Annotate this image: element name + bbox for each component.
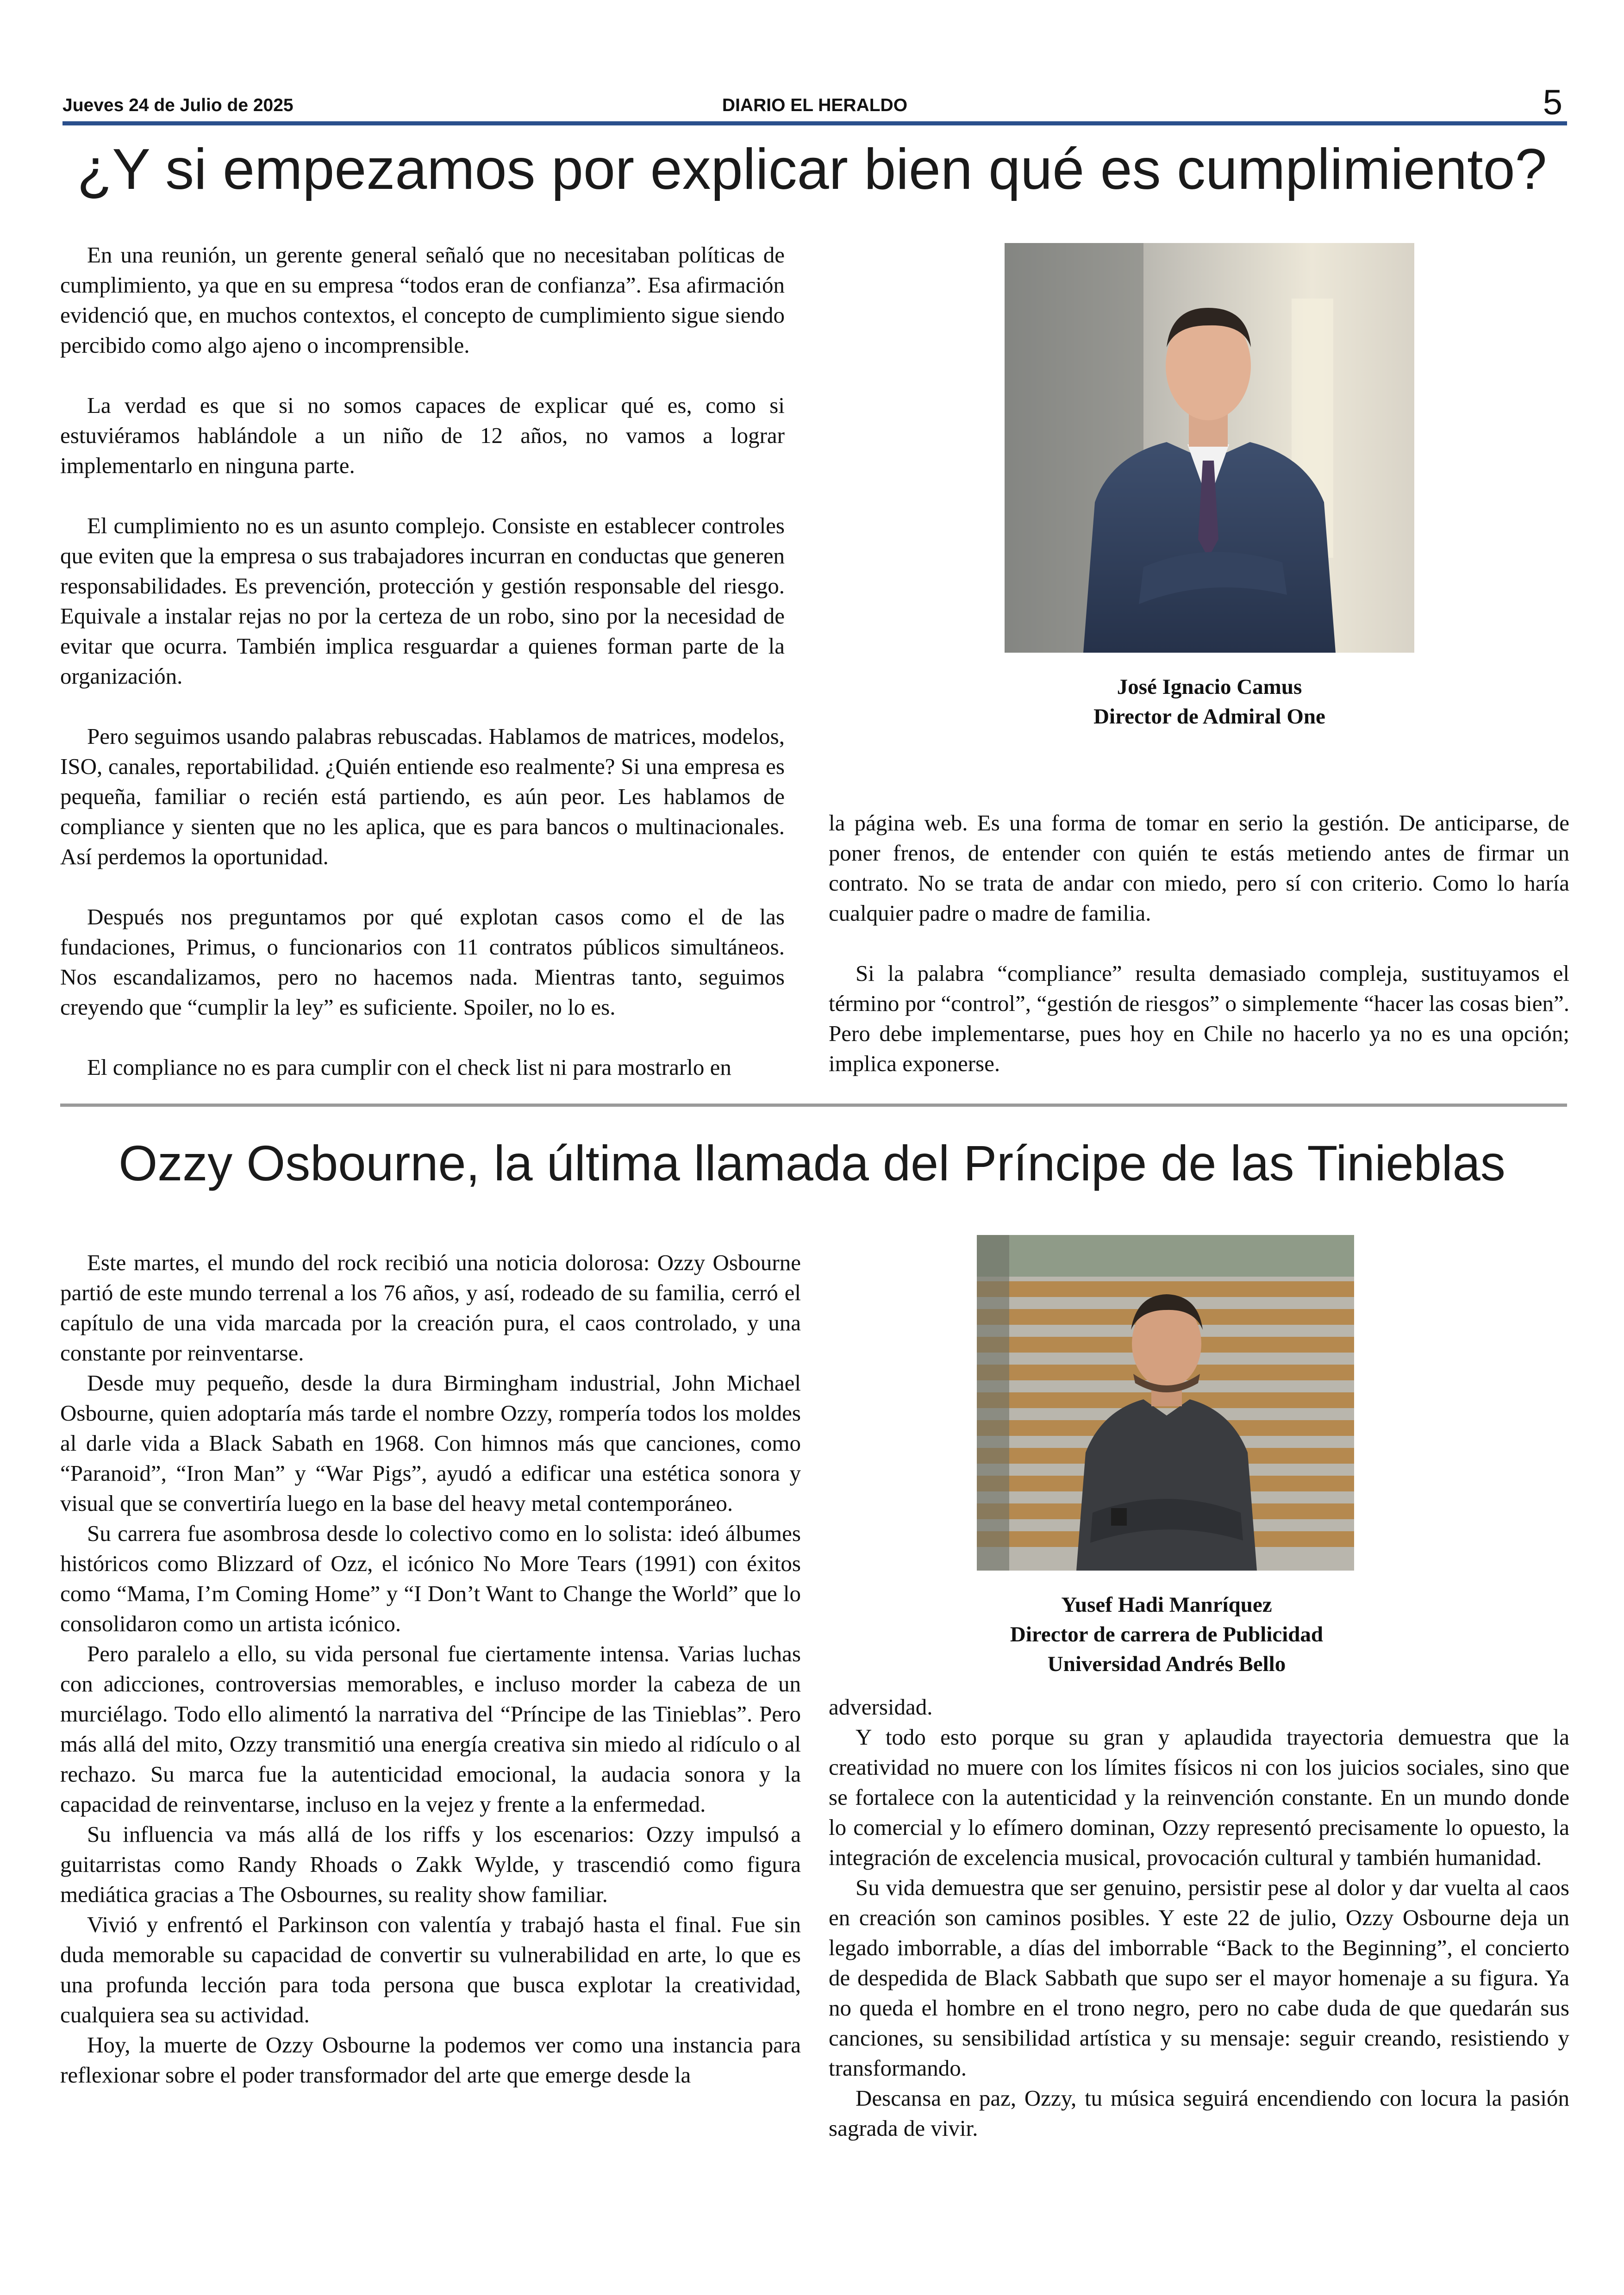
article2-paragraph: Y todo esto porque su gran y aplaudida trayectoria demuestra que la creatividad no muere con los límites físicos ni con los juicios sociales, sino que se fortalece con la autenticidad y la reinvención constante. En un mundo donde lo comercial y lo efímero dominan, Ozzy representó precisamente lo opuesto, la integración de excelencia musical, provocación cultural y también humanidad.: [829, 1724, 1569, 1870]
author-name: José Ignacio Camus: [1117, 675, 1302, 699]
article1-paragraph: Pero seguimos usando palabras rebuscadas. Hablamos de matrices, modelos, ISO, canales, reportabilidad. ¿Quién entiende eso realmente? Si una empresa es pequeña, familiar o recién está partiendo, es aún peor. Les hablamos de compliance y sienten que no les aplica, que es para bancos o multinacionales. Así perdemos la oportunidad.: [60, 723, 785, 869]
author-title: Director de carrera de Publicidad: [1010, 1622, 1324, 1646]
author-photo-hadi: [977, 1235, 1354, 1571]
article1-paragraph: Si la palabra “compliance” resulta demasiado compleja, sustituyamos el término por “control”, “gestión de riesgos” o simplemente “hacer las cosas bien”. Pero debe implementarse, pues hoy en Chile no hacerlo ya no es una opción; implica exponerse.: [829, 960, 1569, 1076]
author-name: Yusef Hadi Manríquez: [1061, 1593, 1272, 1617]
article2-paragraph: Su influencia va más allá de los riffs y los escenarios: Ozzy impulsó a guitarristas como Randy Rhoads o Zakk Wylde, y trascendió como figura mediática gracias a The Osbournes, su reality show familiar.: [60, 1821, 801, 1907]
article2-paragraph: Descansa en paz, Ozzy, tu música seguirá encendiendo con locura la pasión sagrada de vivir.: [829, 2085, 1569, 2141]
article2-author-caption: [940, 1590, 1393, 1679]
article2-right-column: [829, 1692, 1569, 2143]
author-photo-camus: [1005, 243, 1414, 653]
section-divider: [60, 1104, 1567, 1107]
article1-paragraph: la página web. Es una forma de tomar en serio la gestión. De anticiparse, de poner frenos, de entender con quién te estás metiendo antes de firmar un contrato. No se trata de andar con miedo, pero sí con criterio. Como lo haría cualquier padre o madre de familia.: [829, 810, 1569, 926]
article1-author-caption: [1005, 672, 1414, 731]
article2-paragraph: Pero paralelo a ello, su vida personal fue ciertamente intensa. Varias luchas con adicciones, controversias memorables, e incluso morder la cabeza de un murciélago. Todo ello alimentó la narrativa del “Príncipe de las Tinieblas”. Pero más allá del mito, Ozzy transmitió una energía creativa sin miedo al ridículo o al rechazo. Su marca fue la autenticidad emocional, la audacia sonora y la capacidad de reinventarse, incluso en la vejez y frente a la enfermedad.: [60, 1641, 801, 1817]
article2-paragraph: Su vida demuestra que ser genuino, persistir pese al dolor y dar vuelta al caos en creación son caminos posibles. Y este 22 de julio, Ozzy Osbourne deja un legado imborrable, a días del imborrable “Back to the Beginning”, el concierto de despedida de Black Sabbath que supo ser el mayor homenaje a su figura. Ya no queda el hombre en el trono negro, pero no cabe duda de que quedarán sus canciones, su sensibilidad artística y su mensaje: seguir creando, resistiendo y transformando.: [829, 1875, 1569, 2081]
article2-paragraph: Desde muy pequeño, desde la dura Birmingham industrial, John Michael Osbourne, quien adoptaría más tarde el nombre Ozzy, rompería todos los moldes al darle vida a Black Sabath en 1968. Con himnos más que canciones, como “Paranoid”, “Iron Man” y “War Pigs”, ayudó a edificar una estética sonora y visual que se convertiría luego en la base del heavy metal contemporáneo.: [60, 1370, 801, 1516]
article1-left-column: [60, 240, 785, 1112]
article2-paragraph: Su carrera fue asombrosa desde lo colectivo como en lo solista: ideó álbumes históricos como Blizzard of Ozz, el icónico No More Tears (1991) con éxitos como “Mama, I’m Coming Home” y “I Don’t Want to Change the World” que lo consolidaron como un artista icónico.: [60, 1521, 801, 1636]
article2-paragraph: Hoy, la muerte de Ozzy Osbourne la podemos ver como una instancia para reflexionar sobre el poder transformador del arte que emerge desde la: [60, 2032, 801, 2088]
article1-paragraph: El cumplimiento no es un asunto complejo. Consiste en establecer controles que eviten que la empresa o sus trabajadores incurran en conductas que generen responsabilidades. Es prevención, protección y gestión responsable del riesgo. Equivale a instalar rejas no por la certeza de un robo, sino por la necesidad de evitar que ocurra. También implica resguardar a quienes forman parte de la organización.: [60, 513, 785, 689]
article2-paragraph: Este martes, el mundo del rock recibió una noticia dolorosa: Ozzy Osbourne partió de este mundo terrenal a los 76 años, y así, rodeado de su familia, cerró el capítulo de una vida marcada por la creación pura, el caos controlado, y una constante por reinventarse.: [60, 1250, 801, 1366]
article1-right-column: [829, 808, 1569, 1109]
article2-paragraph: adversidad.: [829, 1694, 933, 1720]
article1-paragraph: En una reunión, un gerente general señaló que no necesitaban políticas de cumplimiento, ya que en su empresa “todos eran de confianza”. Esa afirmación evidenció que, en muchos contextos, el concepto de cumplimiento sigue siendo percibido como algo ajeno o incomprensible.: [60, 242, 785, 358]
newspaper-name: DIARIO EL HERALDO: [722, 95, 908, 115]
article2-headline: Ozzy Osbourne, la última llamada del Príncipe de las Tinieblas: [119, 1135, 1505, 1191]
article1-paragraph: La verdad es que si no somos capaces de explicar qué es, como si estuviéramos hablándole a un niño de 12 años, no vamos a lograr implementarlo en ninguna parte.: [60, 393, 785, 478]
article1-headline: ¿Y si empezamos por explicar bien qué es cumplimiento?: [77, 137, 1547, 201]
issue-date: Jueves 24 de Julio de 2025: [62, 95, 294, 115]
article1-paragraph: El compliance no es para cumplir con el check list ni para mostrarlo en: [87, 1054, 731, 1080]
masthead: [62, 83, 1567, 125]
article2-left-column: [60, 1247, 801, 2090]
article1-paragraph: Después nos preguntamos por qué explotan casos como el de las fundaciones, Primus, o funcionarios con 11 contratos públicos simultáneos. Nos escandalizamos, pero no hacemos nada. Mientras tanto, seguimos creyendo que “cumplir la ley” es suficiente. Spoiler, no lo es.: [60, 904, 785, 1020]
author-title: Director de Admiral One: [1093, 705, 1325, 729]
author-institution: Universidad Andrés Bello: [1047, 1652, 1286, 1676]
page-number: 5: [1543, 83, 1562, 122]
article2-paragraph: Vivió y enfrentó el Parkinson con valentía y trabajó hasta el final. Fue sin duda memorable su capacidad de convertir su vulnerabilidad en arte, lo que es una profunda lección para toda persona que busca explotar la creatividad, cualquiera sea su actividad.: [60, 1912, 801, 2027]
